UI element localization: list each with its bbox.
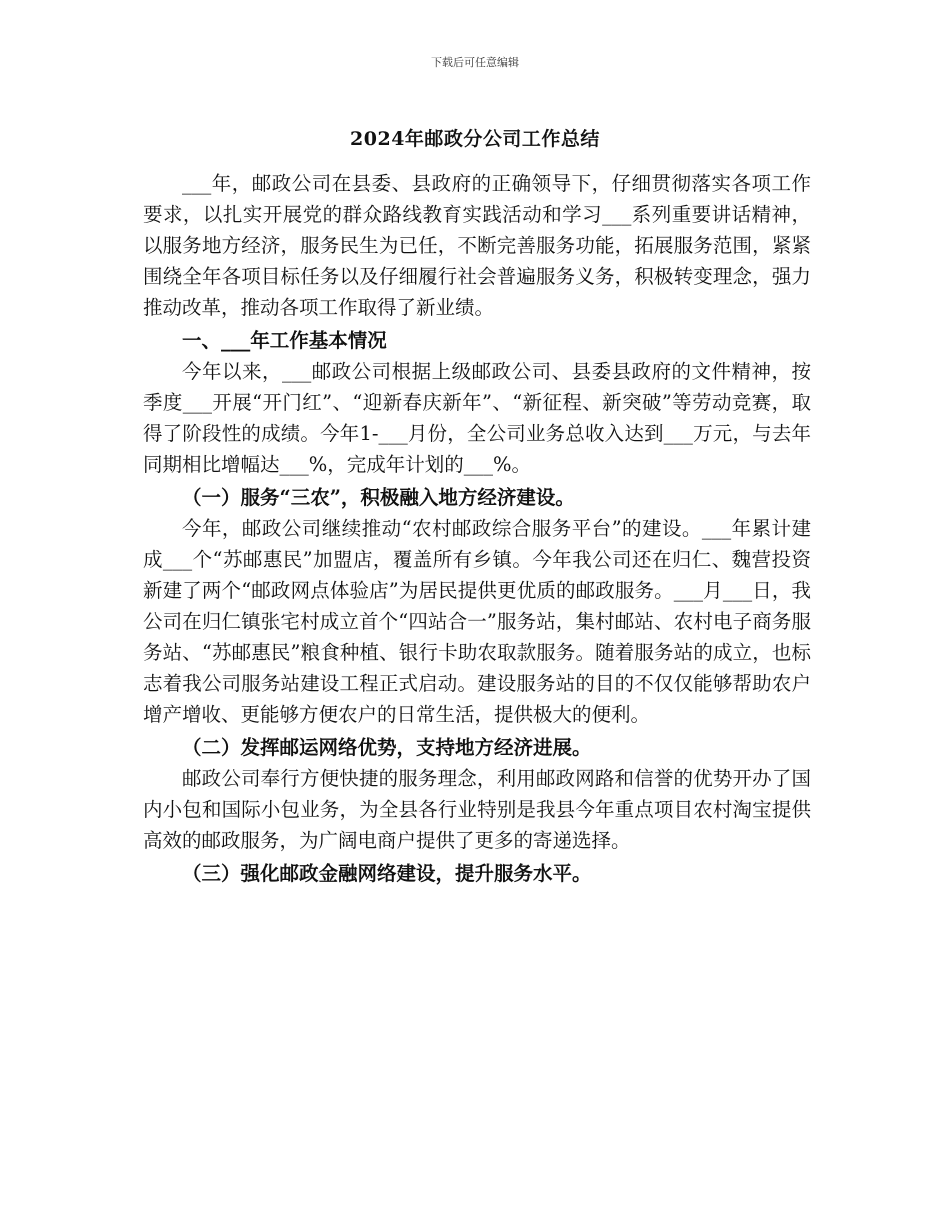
section-1-paragraph: 今年以来，___邮政公司根据上级邮政公司、县委县政府的文件精神，按季度___开展“开门红”、“迎新春庆新年”、“新征程、新突破”等劳动竞赛，取得了阶段性的成绩。今年1-___月份，全公司业务总收入达到___万元，与去年同期相比增幅达___%，完成年计划的___%。: [143, 360, 811, 476]
subsection-heading-1: （一）服务“三农”，积极融入地方经济建设。: [182, 486, 575, 509]
document-body: [143, 168, 811, 889]
header-note: 下载后可任意编辑: [431, 56, 519, 69]
section-heading-1: 一、___年工作基本情况: [182, 329, 387, 352]
subsection-1-paragraph: 今年，邮政公司继续推动“农村邮政综合服务平台”的建设。___年累计建成___个“苏邮惠民”加盟店，覆盖所有乡镇。今年我公司还在归仁、魏营投资新建了两个“邮政网点体验店”为居民提供更优质的邮政服务。___月___日，我公司在归仁镇张宅村成立首个“四站合一”服务站，集村邮站、农村电子商务服务站、“苏邮惠民”粮食种植、银行卡助农取款服务。随着服务站的成立，也标志着我公司服务站建设工程正式启动。建设服务站的目的不仅仅能够帮助农户增产增收、更能够方便农户的日常生活，提供极大的便利。: [143, 517, 811, 726]
intro-paragraph: ___年，邮政公司在县委、县政府的正确领导下，仔细贯彻落实各项工作要求，以扎实开展党的群众路线教育实践活动和学习___系列重要讲话精神，以服务地方经济，服务民生为已任，不断完善服务功能，拓展服务范围，紧紧围绕全年各项目标任务以及仔细履行社会普遍服务义务，积极转变理念，强力推动改革，推动各项工作取得了新业绩。: [143, 172, 811, 319]
subsection-heading-3: （三）强化邮政金融网络建设，提升服务水平。: [182, 862, 592, 885]
subsection-heading-2: （二）发挥邮运网络优势，支持地方经济进展。: [182, 736, 592, 759]
subsection-2-paragraph: 邮政公司奉行方便快捷的服务理念，利用邮政网路和信誉的优势开办了国内小包和国际小包业务，为全县各行业特别是我县今年重点项目农村淘宝提供高效的邮政服务，为广阔电商户提供了更多的寄递选择。: [143, 767, 811, 852]
document-title: 2024年邮政分公司工作总结: [350, 128, 600, 150]
